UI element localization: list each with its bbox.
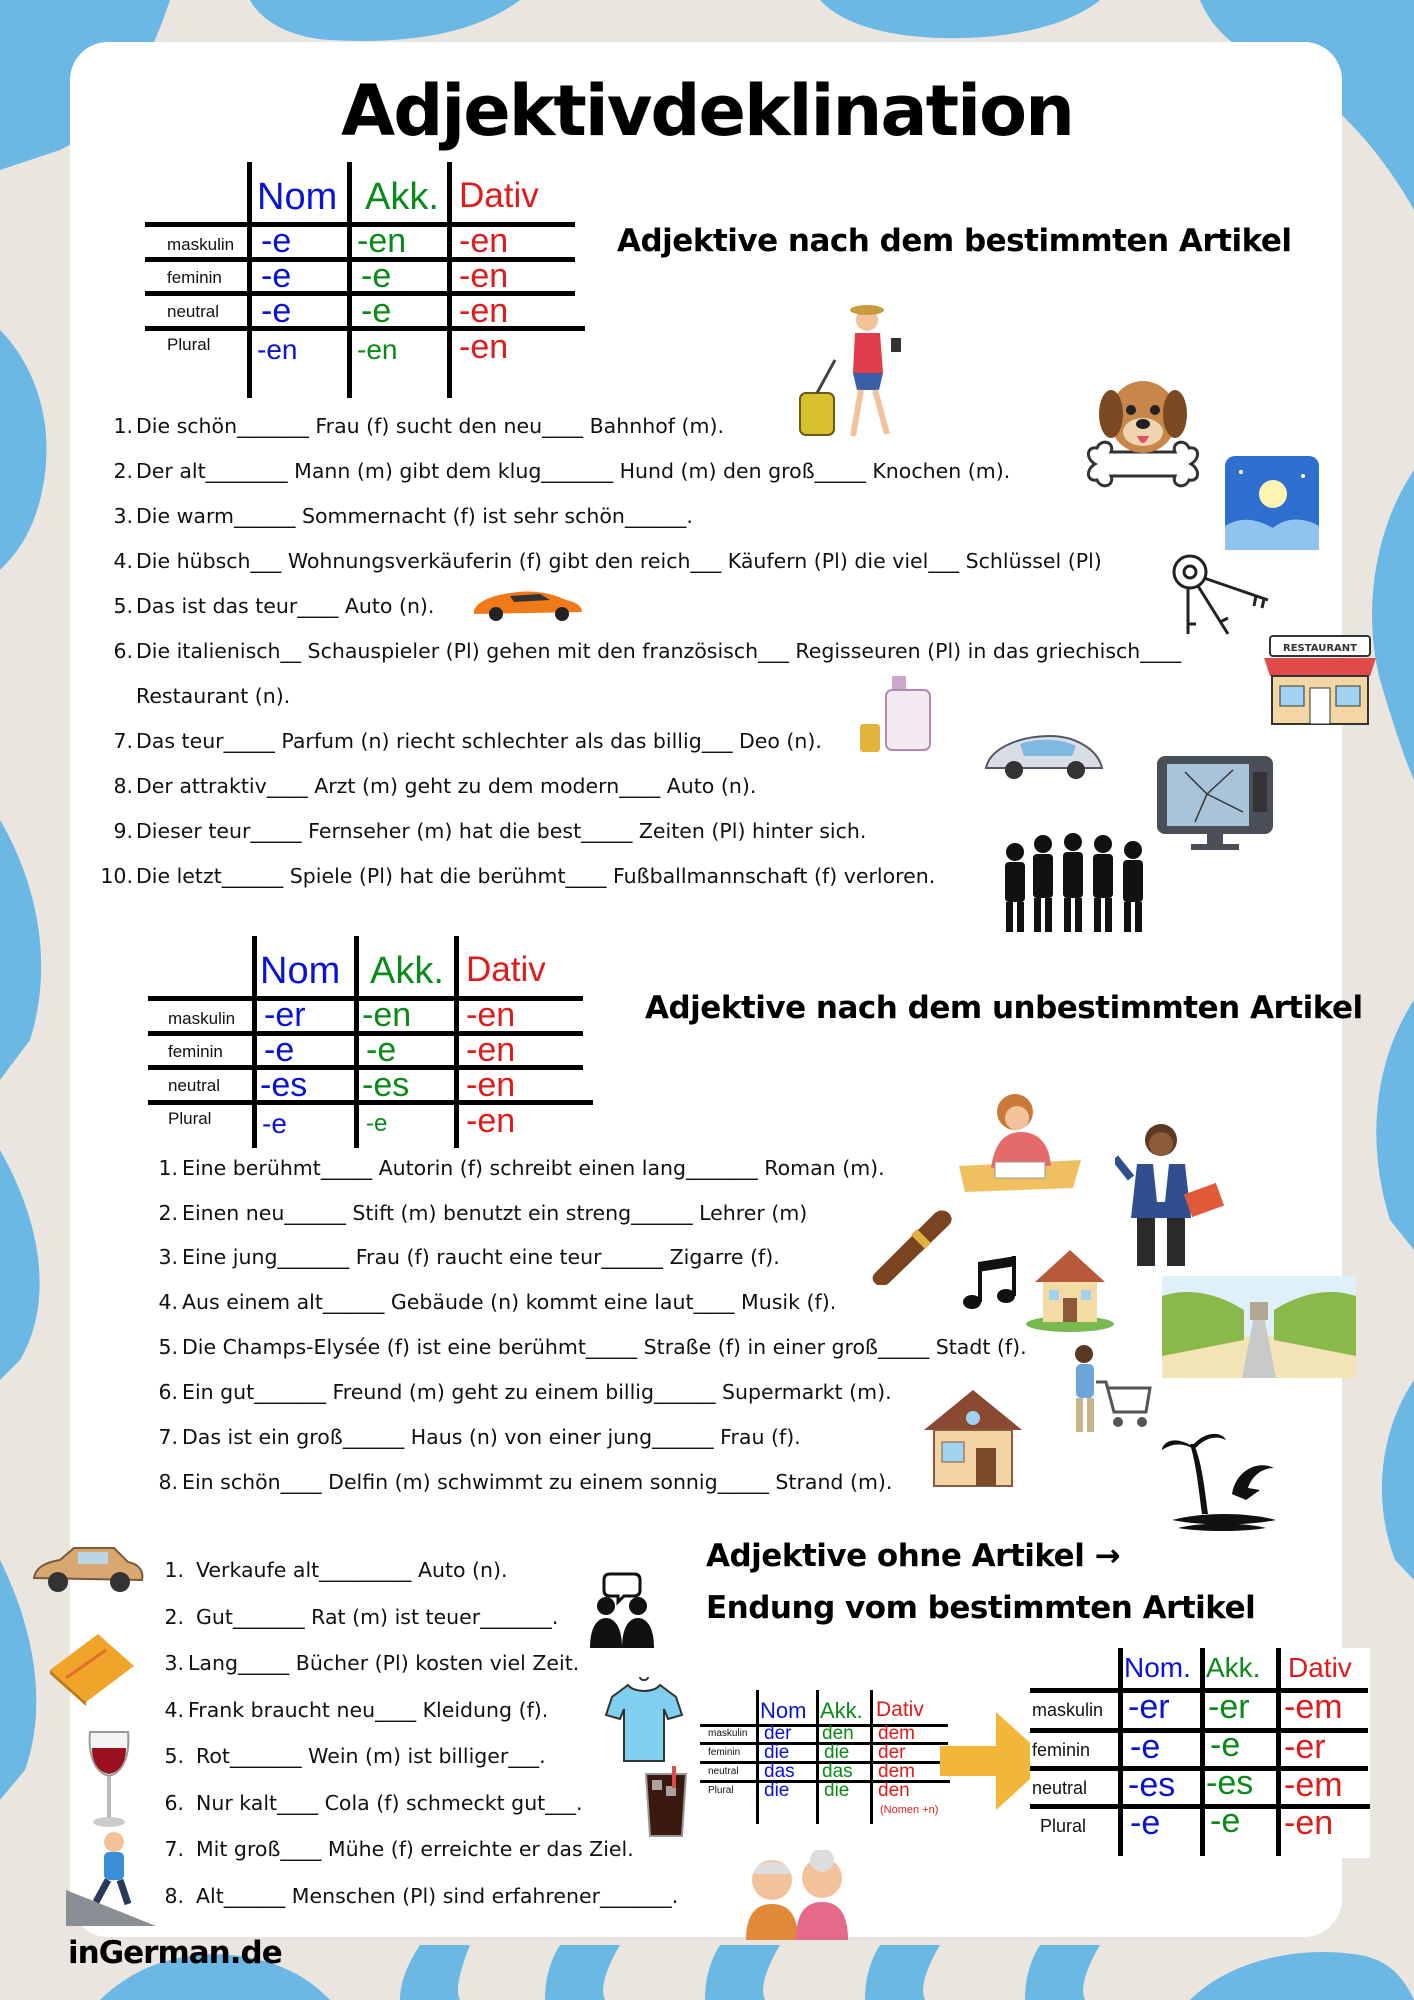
palm-dolphin-icon — [1162, 1424, 1286, 1534]
col-header-dativ: Dativ — [466, 950, 546, 989]
shopping-cart-man-icon — [1062, 1342, 1154, 1436]
cell: -en — [459, 328, 509, 366]
cell: -en — [466, 1031, 516, 1069]
section-heading-noarticle-line2: Endung vom bestimmten Artikel — [706, 1590, 1256, 1626]
row-label: feminin — [1032, 1740, 1091, 1760]
cell: -em — [1284, 1766, 1343, 1804]
exercise-item: 10. Die letzt______ Spiele (Pl) hat die berühmt____ Fußballmannschaft (f) verloren. — [100, 864, 936, 888]
old-car-icon — [30, 1542, 146, 1596]
col-header-dativ: Dativ — [876, 1698, 924, 1721]
cell: den — [822, 1723, 854, 1744]
row-label: feminin — [708, 1747, 741, 1758]
section-heading-definite: Adjektive nach dem bestimmten Artikel — [617, 223, 1292, 259]
cell: der — [878, 1742, 906, 1763]
house-icon — [1025, 1242, 1115, 1332]
cell: -e — [264, 1031, 295, 1069]
exercise-item: 1. Eine berühmt_____ Autorin (f) schreibt einen lang_______ Roman (m). — [158, 1156, 885, 1180]
col-header-nom: Nom — [760, 1698, 807, 1723]
cell: die — [764, 1780, 790, 1801]
cell: der — [764, 1723, 792, 1744]
perfume-icon — [858, 672, 934, 754]
exercise-item: 7. Mit groß____ Mühe (f) erreichte er das Ziel. — [164, 1837, 634, 1861]
cell: -en — [459, 222, 509, 260]
cell: -en — [257, 334, 298, 365]
cell: -es — [1128, 1766, 1176, 1804]
exercise-item: 5. Rot_______ Wein (m) ist billiger___. — [164, 1744, 546, 1768]
col-header-akk: Akk. — [365, 176, 439, 218]
people-talking-icon — [584, 1572, 660, 1650]
sports-car-icon — [470, 586, 586, 622]
exercise-item: 1. Verkaufe alt_________ Auto (n). — [164, 1558, 508, 1582]
exercise-item: 7. Das ist ein groß______ Haus (n) von einer jung______ Frau (f). — [158, 1425, 801, 1449]
teacher-icon — [1115, 1118, 1227, 1270]
cola-glass-icon — [642, 1766, 690, 1838]
house-icon-2 — [918, 1384, 1028, 1490]
col-header-nom: Nom — [260, 950, 341, 992]
writing-woman-icon — [955, 1090, 1085, 1194]
traveler-woman-icon — [795, 298, 920, 443]
broken-tv-icon — [1155, 752, 1275, 852]
noarticle-ending-table — [1030, 1648, 1370, 1858]
row-label: neutral — [168, 1076, 220, 1095]
row-label: maskulin — [1032, 1700, 1104, 1720]
cell: -e — [261, 292, 292, 330]
restaurant-icon — [1260, 626, 1380, 726]
exercise-item: 3. Lang_____ Bücher (Pl) kosten viel Zeit. — [164, 1651, 580, 1675]
cell: -es — [362, 1066, 410, 1104]
cell: das — [822, 1761, 853, 1782]
cell: -en — [466, 996, 516, 1034]
cell: -en — [357, 334, 398, 365]
cell: -e — [366, 1110, 388, 1137]
section-heading-noarticle-line1: Adjektive ohne Artikel → — [706, 1538, 1121, 1574]
night-moon-icon — [1225, 456, 1319, 550]
wine-glass-icon — [84, 1730, 134, 1830]
cell: -en — [357, 222, 407, 260]
cell: -e — [1210, 1802, 1241, 1840]
cell: die — [824, 1780, 850, 1801]
row-label: maskulin — [167, 235, 235, 254]
col-header-dativ: Dativ — [459, 176, 539, 215]
cell: -e — [361, 292, 392, 330]
exercise-item: 4. Aus einem alt______ Gebäude (n) kommt eine laut____ Musik (f). — [158, 1290, 837, 1314]
footer-brand: inGerman.de — [68, 1935, 282, 1971]
exercise-item: 4. Frank braucht neu____ Kleidung (f). — [164, 1698, 549, 1722]
music-notes-icon — [960, 1252, 1028, 1314]
exercise-item: 4. Die hübsch___ Wohnungsverkäuferin (f) gibt den reich___ Käufern (Pl) die viel___ Schlüssel (Pl) — [113, 549, 1102, 573]
cell: -e — [361, 257, 392, 295]
exercise-item-continued: Restaurant (n). — [136, 684, 291, 708]
cell: -es — [1206, 1764, 1254, 1802]
col-header-akk: Akk. — [820, 1698, 863, 1723]
tshirt-icon — [604, 1675, 684, 1765]
cell: dem — [878, 1761, 915, 1782]
cell: -en — [459, 292, 509, 330]
col-header-nom: Nom. — [1124, 1652, 1191, 1683]
cell: -es — [260, 1066, 308, 1104]
section-heading-indefinite: Adjektive nach dem unbestimmten Artikel — [645, 990, 1363, 1026]
row-label: feminin — [168, 1042, 223, 1061]
row-label: maskulin — [708, 1728, 748, 1739]
concept-car-icon — [980, 728, 1108, 784]
page-title: Adjektivdeklination — [341, 70, 1073, 152]
row-label: Plural — [167, 335, 211, 354]
cell: -e — [1130, 1804, 1161, 1842]
cell: -er — [264, 996, 306, 1034]
row-label: Plural — [1040, 1816, 1087, 1836]
col-header-akk: Akk. — [370, 950, 444, 992]
exercise-item: 7. Das teur_____ Parfum (n) riecht schlechter als das billig___ Deo (n). — [113, 729, 822, 753]
cell: die — [764, 1742, 790, 1763]
climbing-man-icon — [66, 1830, 156, 1926]
cell: -er — [1128, 1688, 1170, 1726]
cell: -en — [466, 1102, 516, 1140]
exercise-item: 2. Einen neu______ Stift (m) benutzt ein streng______ Lehrer (m) — [158, 1201, 808, 1225]
cell: -e — [366, 1031, 397, 1069]
cell: -en — [466, 1066, 516, 1104]
exercise-item: 8. Der attraktiv____ Arzt (m) geht zu dem modern____ Auto (n). — [113, 774, 757, 798]
exercise-item: 3. Die warm______ Sommernacht (f) ist sehr schön______. — [113, 504, 693, 528]
cigar-icon — [865, 1203, 957, 1285]
cell: -er — [1208, 1688, 1250, 1726]
dative-plural-note: (Nomen +n) — [880, 1804, 939, 1816]
cell: -er — [1284, 1728, 1326, 1766]
exercise-item: 6. Nur kalt____ Cola (f) schmeckt gut___. — [164, 1791, 583, 1815]
cell: -e — [261, 257, 292, 295]
exercise-item: 5. Die Champs-Elysée (f) ist eine berühmt_____ Straße (f) in einer groß_____ Stadt (f). — [158, 1335, 1027, 1359]
article-table — [700, 1690, 950, 1826]
exercise-item: 3. Eine jung_______ Frau (f) raucht eine teur______ Zigarre (f). — [158, 1245, 780, 1269]
cell: das — [764, 1761, 795, 1782]
elderly-couple-icon — [742, 1850, 852, 1940]
col-header-nom: Nom — [257, 176, 338, 218]
book-icon — [46, 1630, 138, 1706]
cell: die — [824, 1742, 850, 1763]
exercise-item: 1. Die schön_______ Frau (f) sucht den neu____ Bahnhof (m). — [113, 414, 724, 438]
indefinite-ending-table — [148, 936, 593, 1150]
svg-text:RESTAURANT: RESTAURANT — [1283, 643, 1357, 654]
cell: -en — [459, 257, 509, 295]
exercise-item: 6. Die italienisch__ Schauspieler (Pl) gehen mit den französisch___ Regisseuren (Pl) in das griechisch____ — [113, 639, 1182, 663]
row-label: neutral — [167, 302, 219, 321]
cell: dem — [878, 1723, 915, 1744]
col-header-akk: Akk. — [1206, 1652, 1261, 1683]
definite-ending-table — [145, 162, 585, 402]
exercise-item: 6. Ein gut_______ Freund (m) geht zu einem billig______ Supermarkt (m). — [158, 1380, 892, 1404]
exercise-item: 8. Alt______ Menschen (Pl) sind erfahrener_______. — [164, 1884, 679, 1908]
exercise-item: 5. Das ist das teur____ Auto (n). — [113, 594, 435, 618]
row-label: feminin — [167, 268, 222, 287]
exercise-item: 2. Gut_______ Rat (m) ist teuer_______. — [164, 1605, 559, 1629]
exercise-item: 2. Der alt________ Mann (m) gibt dem klug_______ Hund (m) den groß_____ Knochen (m). — [113, 459, 1011, 483]
row-label: neutral — [708, 1766, 739, 1777]
row-label: maskulin — [168, 1009, 236, 1028]
cell: -en — [362, 996, 412, 1034]
exercise-item: 8. Ein schön____ Delfin (m) schwimmt zu einem sonnig_____ Strand (m). — [158, 1470, 893, 1494]
cell: den — [878, 1780, 910, 1801]
row-label: Plural — [168, 1109, 212, 1128]
cell: -em — [1284, 1688, 1343, 1726]
col-header-dativ: Dativ — [1288, 1652, 1352, 1683]
cell: -e — [1130, 1728, 1161, 1766]
football-team-icon — [995, 828, 1155, 936]
row-label: Plural — [708, 1785, 734, 1796]
cell: -e — [1210, 1726, 1241, 1764]
cell: -e — [261, 222, 292, 260]
dog-with-bone-icon — [1083, 372, 1203, 490]
cell: -en — [1284, 1804, 1334, 1842]
champs-elysees-icon — [1162, 1276, 1356, 1378]
cell: -e — [262, 1108, 287, 1139]
exercise-item: 9. Dieser teur_____ Fernseher (m) hat die best_____ Zeiten (Pl) hinter sich. — [113, 819, 867, 843]
row-label: neutral — [1032, 1778, 1088, 1798]
